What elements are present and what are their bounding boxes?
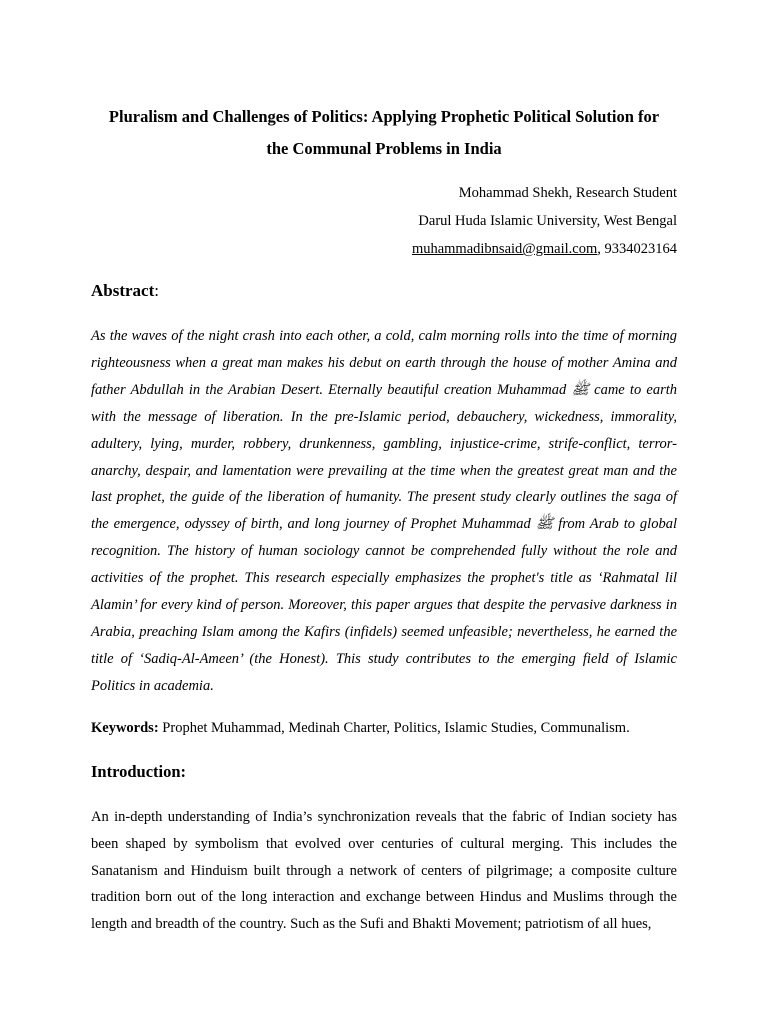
abstract-text: As the waves of the night crash into each other, a cold, calm morning rolls into the time of morning righteousness when a great man makes his debut on earth through the house of mother Amina and father Abdullah in the Arabian Desert. Eternally beautiful creation Muhammad ﷺ came to earth with the message of liberation. In the pre-Islamic period, debauchery, wickedness, immorality, adultery, lying, murder, robbery, drunkenness, gambling, injustice-crime, strife-conflict, terror-anarchy, despair, and lamentation were prevailing at the time when the greatest great man and the last prophet, the guide of the liberation of humanity. The present study clearly outlines the saga of the emergence, odyssey of birth, and long journey of Prophet Muhammad ﷺ from Arab to global recognition. The history of human sociology cannot be comprehended fully without the role and activities of the prophet. This research especially emphasizes the prophet's title as ‘Rahmatal lil Alamin’ for every kind of person. Moreover, this paper argues that despite the pervasive darkness in Arabia, preaching Islam among the Kafirs (infidels) seemed unfeasible; nevertheless, he earned the title of ‘Sadiq-Al-Ameen’ (the Honest). This study contributes to the emerging field of Islamic Politics in academia.	[91, 328, 677, 694]
author-phone: , 9334023164	[597, 241, 677, 257]
keywords-label: Keywords:	[91, 719, 159, 736]
introduction-heading: Introduction:	[91, 761, 187, 781]
abstract-heading	[91, 275, 677, 307]
author-email-link[interactable]: muhammadibnsaid@gmail.com	[411, 241, 598, 257]
author-contact	[91, 235, 677, 263]
keywords-line	[91, 714, 677, 742]
paper-title	[91, 101, 677, 165]
paper-title-line-2: the Communal Problems in India	[266, 139, 502, 158]
abstract-heading-label: Abstract	[91, 281, 155, 300]
author-affiliation: Darul Huda Islamic University, West Bengal	[418, 213, 677, 229]
abstract-heading-colon: :	[154, 281, 159, 300]
author-block	[91, 179, 677, 263]
keywords-text: Prophet Muhammad, Medinah Charter, Politics, Islamic Studies, Communalism.	[158, 719, 630, 736]
introduction-text: An in-depth understanding of India’s synchronization reveals that the fabric of Indian society has been shaped by symbolism that evolved over centuries of cultural merging. This includes the Sanatanism and Hinduism built through a network of centers of pilgrimage; a composite culture tradition born out of the long interaction and exchange between Hindus and Muslims through the length and breadth of the country. Such as the Sufi and Bhakti Movement; patriotism of all hues,	[91, 808, 677, 933]
paper-title-line-1: Pluralism and Challenges of Politics: Applying Prophetic Political Solution for	[108, 107, 660, 126]
author-name: Mohammad Shekh, Research Student	[458, 185, 677, 201]
